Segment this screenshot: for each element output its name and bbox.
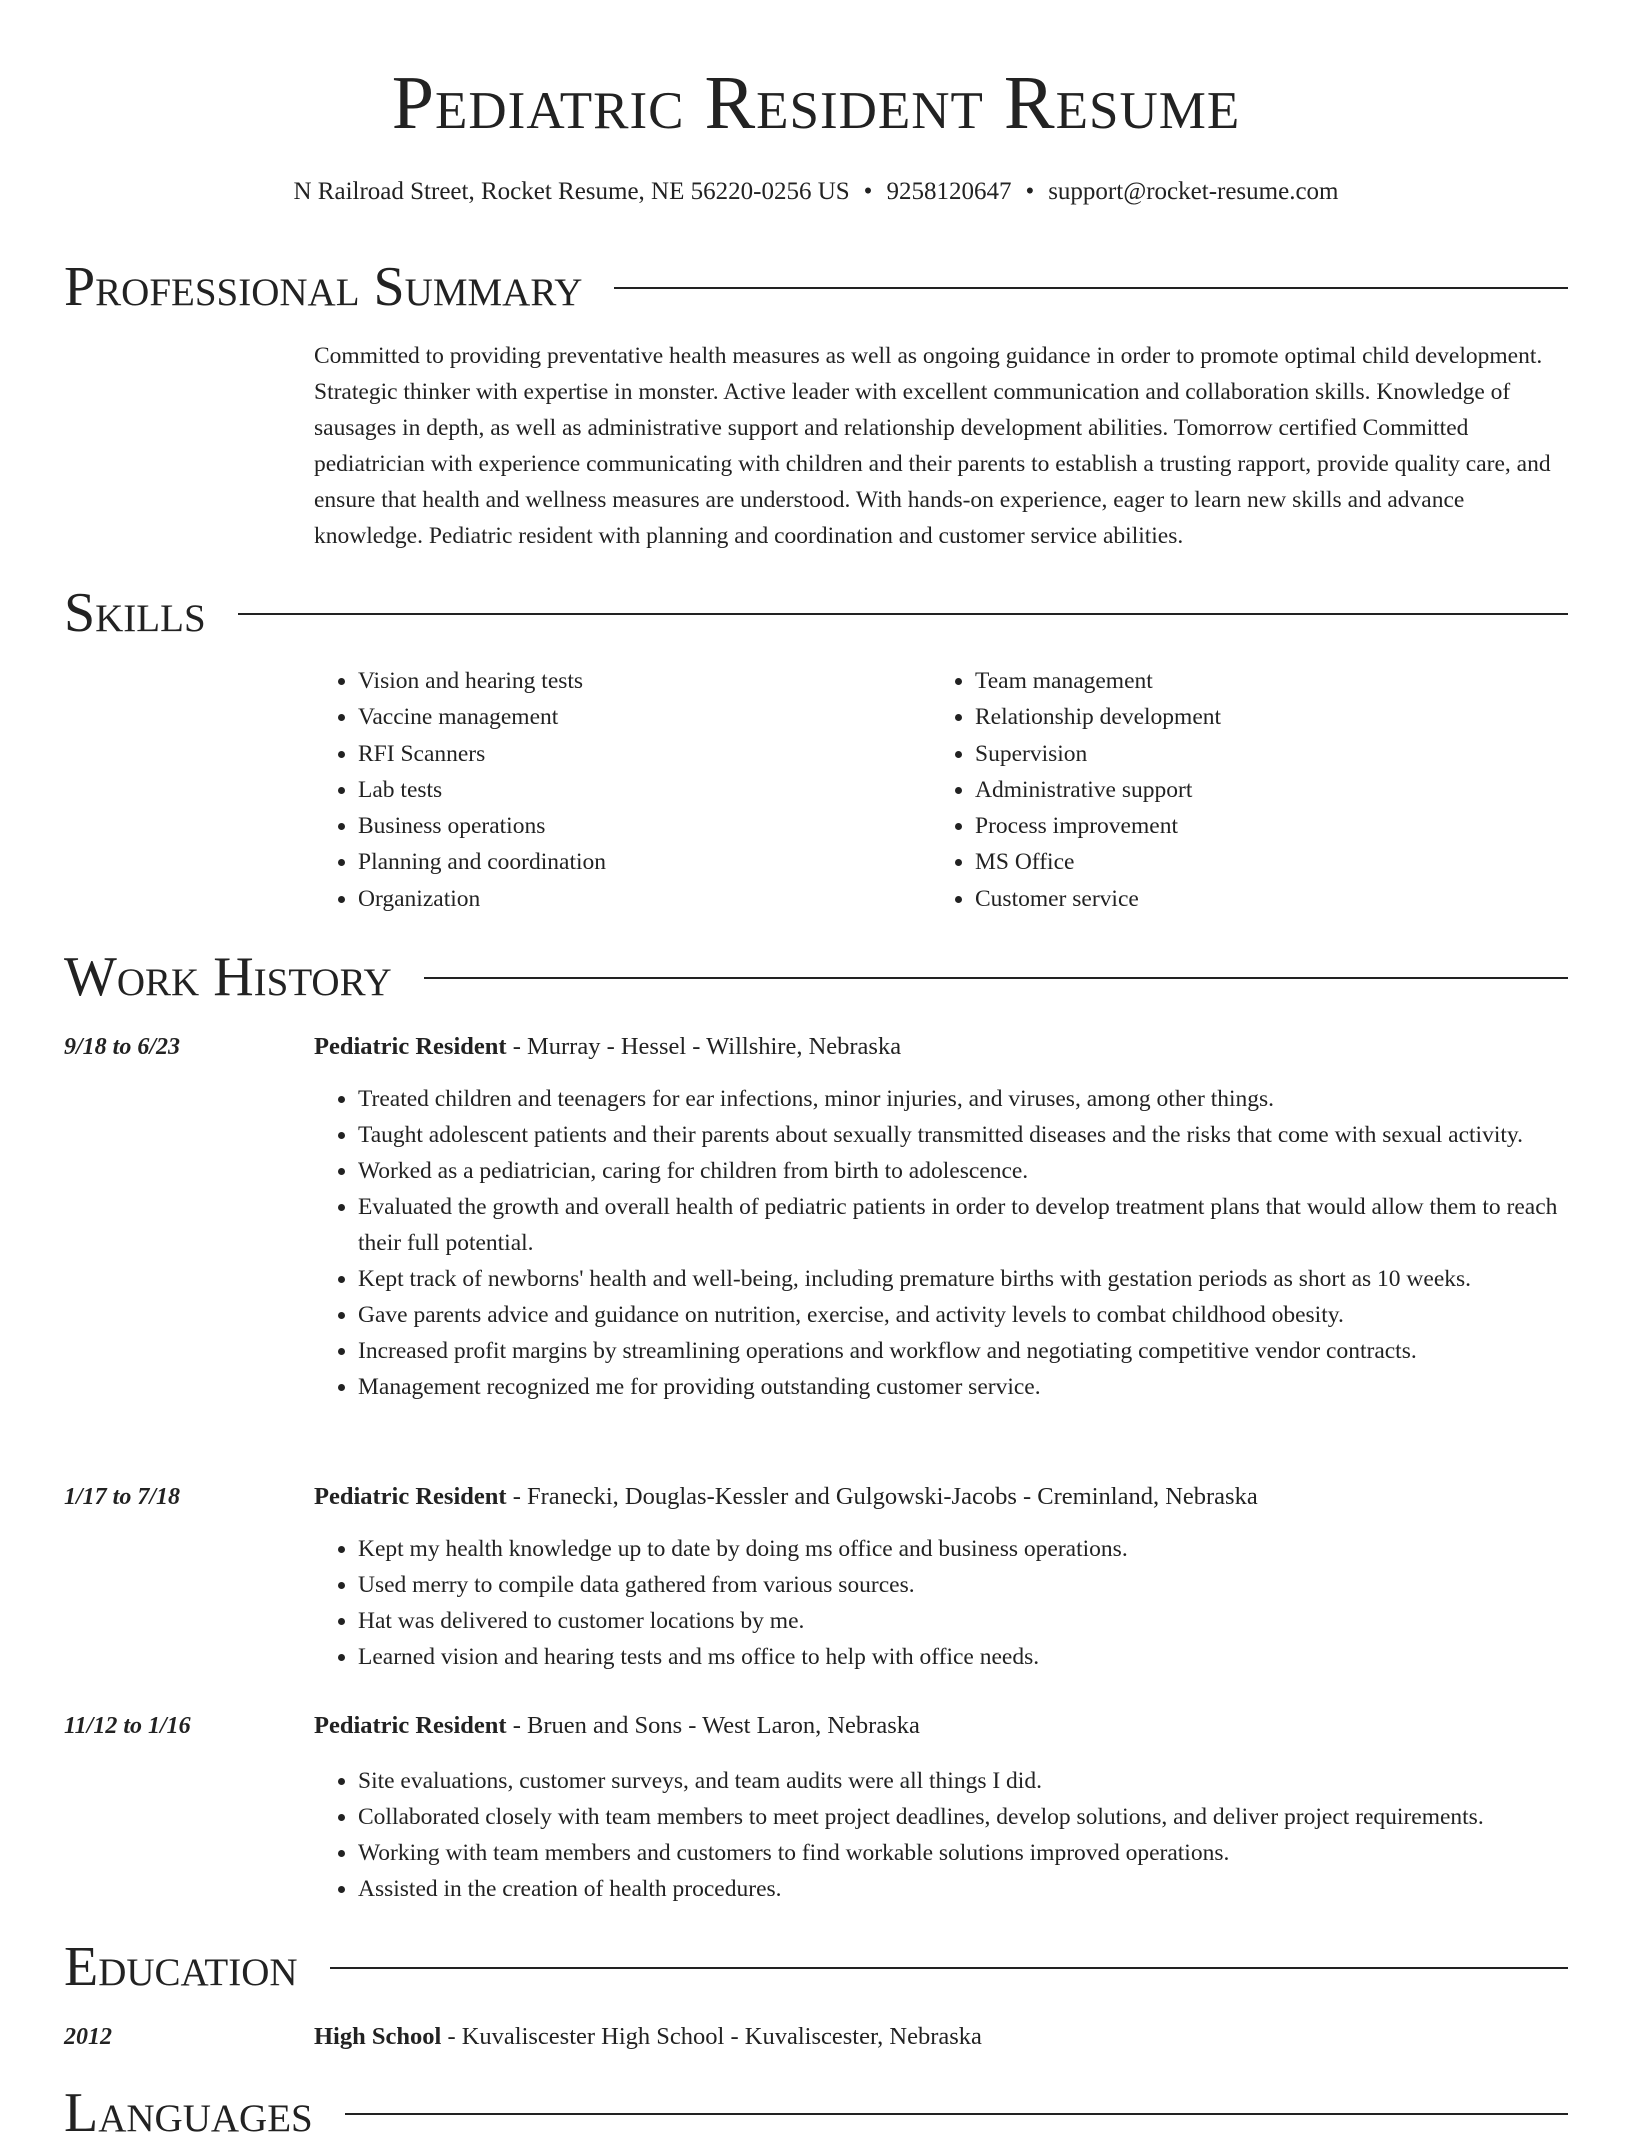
- responsibility-item: • Collaborated closely with team members to meet project deadlines, develop solutions, and deliver project requirements.: [358, 1799, 1568, 1835]
- responsibility-item: • Used merry to compile data gathered from various sources.: [358, 1567, 1568, 1603]
- education-school: - Kuvaliscester High School - Kuvaliscester, Nebraska: [441, 2023, 982, 2050]
- responsibility-item: • Site evaluations, customer surveys, and team audits were all things I did.: [358, 1763, 1568, 1799]
- skill-item: • Vision and hearing tests: [358, 663, 874, 699]
- responsibility-item: • Hat was delivered to customer locations by me.: [358, 1603, 1568, 1639]
- summary-text: Committed to providing preventative health measures as well as ongoing guidance in order to promote optimal child development. Strategic thinker with expertise in monster. Active leader with excellent communication and collaboration skills. Knowledge of sausages in depth, as well as administrative support and relationship development abilities. Tomorrow certified Committed pediatrician with experience communicating with children and their parents to establish a trusting rapport, provide quality care, and ensure that health and wellness measures are understood. With hands-on experience, eager to learn new skills and advance knowledge. Pediatric resident with planning and coordination and customer service abilities.: [314, 343, 1551, 549]
- job-employer: - Murray - Hessel - Willshire, Nebraska: [506, 1033, 902, 1060]
- responsibility-item: • Assisted in the creation of health procedures.: [358, 1871, 1568, 1907]
- contact-email[interactable]: support@rocket-resume.com: [1048, 178, 1339, 205]
- skill-item: • RFI Scanners: [358, 736, 874, 772]
- skill-item: • Planning and coordination: [358, 844, 874, 880]
- job-employer: - Franecki, Douglas-Kessler and Gulgowski-Jacobs - Creminland, Nebraska: [506, 1483, 1258, 1510]
- job-position: Pediatric Resident: [314, 1712, 507, 1739]
- skill-item: • Customer service: [975, 881, 1491, 917]
- skill-item: • Vaccine management: [358, 699, 874, 735]
- contact-line: [0, 175, 1632, 209]
- section-divider: [64, 613, 1568, 615]
- education-degree: High School: [314, 2023, 442, 2050]
- languages-heading: Languages: [64, 2081, 345, 2145]
- skill-item: • MS Office: [975, 844, 1491, 880]
- responsibility-item: • Gave parents advice and guidance on nutrition, exercise, and activity levels to combat childhood obesity.: [358, 1297, 1568, 1333]
- skills-column-right: [931, 663, 1491, 917]
- contact-separator: •: [1025, 178, 1035, 205]
- job-responsibilities: [314, 1531, 1568, 1675]
- responsibility-list: [314, 1081, 1568, 1405]
- skills-list-left: [314, 663, 874, 917]
- summary-section-header: [64, 255, 1568, 319]
- resume-title: Pediatric Resident Resume: [391, 61, 1241, 145]
- job-responsibilities: [314, 1763, 1568, 1907]
- responsibility-item: • Kept track of newborns' health and well-being, including premature births with gestation periods as short as 10 weeks.: [358, 1261, 1568, 1297]
- skill-item: • Organization: [358, 881, 874, 917]
- job-responsibilities: [314, 1081, 1568, 1405]
- work-heading: Work History: [64, 945, 424, 1009]
- skills-section-header: [64, 581, 1568, 645]
- responsibility-item: • Treated children and teenagers for ear infections, minor injuries, and viruses, among other things.: [358, 1081, 1568, 1117]
- education-line: [314, 2019, 1568, 2055]
- job-dates: 9/18 to 6/23: [64, 1034, 181, 1060]
- job-employer: - Bruen and Sons - West Laron, Nebraska: [506, 1712, 920, 1739]
- job-dates: 1/17 to 7/18: [64, 1484, 181, 1510]
- contact-separator: •: [863, 178, 873, 205]
- summary-heading: Professional Summary: [64, 255, 614, 319]
- skill-item: • Relationship development: [975, 699, 1491, 735]
- skill-item: • Supervision: [975, 736, 1491, 772]
- skill-item: • Business operations: [358, 808, 874, 844]
- contact-phone: 9258120647: [886, 178, 1012, 205]
- responsibility-item: • Kept my health knowledge up to date by doing ms office and business operations.: [358, 1531, 1568, 1567]
- skill-item: • Administrative support: [975, 772, 1491, 808]
- languages-section-header: [64, 2081, 1568, 2145]
- skill-item: • Process improvement: [975, 808, 1491, 844]
- responsibility-item: • Worked as a pediatrician, caring for children from birth to adolescence.: [358, 1153, 1568, 1189]
- job-position: Pediatric Resident: [314, 1033, 507, 1060]
- skill-item: • Lab tests: [358, 772, 874, 808]
- education-year: 2012: [64, 2024, 112, 2050]
- skill-item: • Team management: [975, 663, 1491, 699]
- responsibility-item: • Evaluated the growth and overall health of pediatric patients in order to develop treatment plans that would allow them to reach their full potential.: [358, 1189, 1568, 1261]
- job-dates: 11/12 to 1/16: [64, 1713, 191, 1739]
- responsibility-list: [314, 1531, 1568, 1675]
- responsibility-item: • Learned vision and hearing tests and ms office to help with office needs.: [358, 1639, 1568, 1675]
- responsibility-item: • Working with team members and customers to find workable solutions improved operations.: [358, 1835, 1568, 1871]
- skills-heading: Skills: [64, 581, 238, 645]
- responsibility-item: • Increased profit margins by streamlining operations and workflow and negotiating competitive vendor contracts.: [358, 1333, 1568, 1369]
- responsibility-item: • Management recognized me for providing outstanding customer service.: [358, 1369, 1568, 1405]
- contact-address: N Railroad Street, Rocket Resume, NE 56220-0256 US: [293, 178, 850, 205]
- education-heading: Education: [64, 1935, 330, 1999]
- job-title-line: [314, 1029, 1568, 1065]
- job-title-line: [314, 1479, 1568, 1515]
- responsibility-list: [314, 1763, 1568, 1907]
- work-section-header: [64, 945, 1568, 1009]
- education-section-header: [64, 1935, 1568, 1999]
- skills-list-right: [931, 663, 1491, 917]
- responsibility-item: • Taught adolescent patients and their parents about sexually transmitted diseases and the risks that come with sexual activity.: [358, 1117, 1568, 1153]
- job-title-line: [314, 1708, 1568, 1744]
- skills-column-left: [314, 663, 874, 917]
- job-position: Pediatric Resident: [314, 1483, 507, 1510]
